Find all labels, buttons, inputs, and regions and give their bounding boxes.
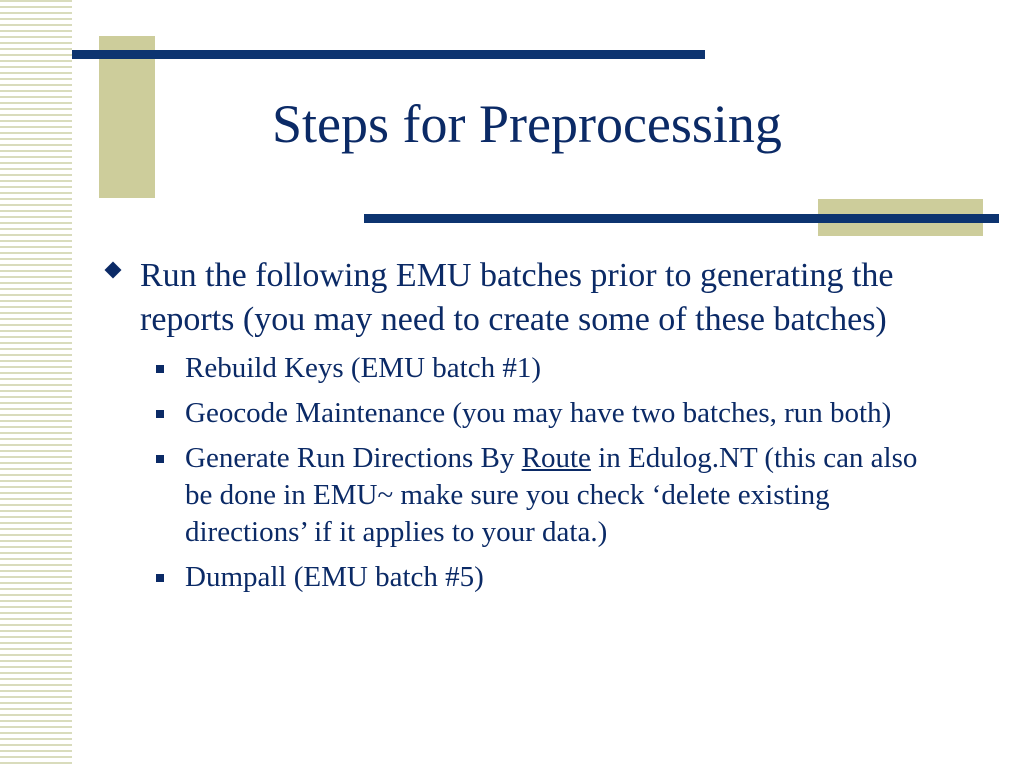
sub-bullet-text-before: Generate Run Directions By bbox=[185, 442, 522, 474]
slide-title: Steps for Preprocessing bbox=[272, 94, 782, 154]
route-link[interactable]: Route bbox=[521, 442, 591, 474]
square-bullet-icon bbox=[156, 365, 164, 373]
sub-bullet-item bbox=[100, 559, 945, 596]
striped-edge-decoration bbox=[0, 0, 72, 768]
sub-bullet-text: Rebuild Keys (EMU batch #1) bbox=[185, 352, 541, 384]
main-bullet-item bbox=[100, 254, 990, 342]
sub-bullet-item bbox=[100, 350, 945, 387]
main-bullet-text: Run the following EMU batches prior to generating the reports (you may need to create some of these batches) bbox=[140, 257, 894, 338]
sub-bullet-item bbox=[100, 395, 945, 432]
title-bar-bottom bbox=[364, 214, 999, 223]
diamond-bullet-icon bbox=[105, 262, 122, 279]
square-bullet-icon bbox=[156, 574, 164, 582]
title-bar-top bbox=[72, 50, 705, 59]
sub-bullet-item bbox=[100, 440, 945, 551]
sub-bullet-text: Geocode Maintenance (you may have two batches, run both) bbox=[185, 397, 892, 429]
square-bullet-icon bbox=[156, 410, 164, 418]
slide-body bbox=[100, 254, 980, 596]
sub-bullet-text-after: in Edulog.NT (this can also be done in EMU~ make sure you check ‘delete existing directions’ if it applies to your data.) bbox=[185, 442, 918, 548]
accent-block-top bbox=[99, 36, 155, 198]
square-bullet-icon bbox=[156, 455, 164, 463]
sub-bullet-list bbox=[100, 350, 980, 596]
sub-bullet-text: Dumpall (EMU batch #5) bbox=[185, 561, 484, 593]
